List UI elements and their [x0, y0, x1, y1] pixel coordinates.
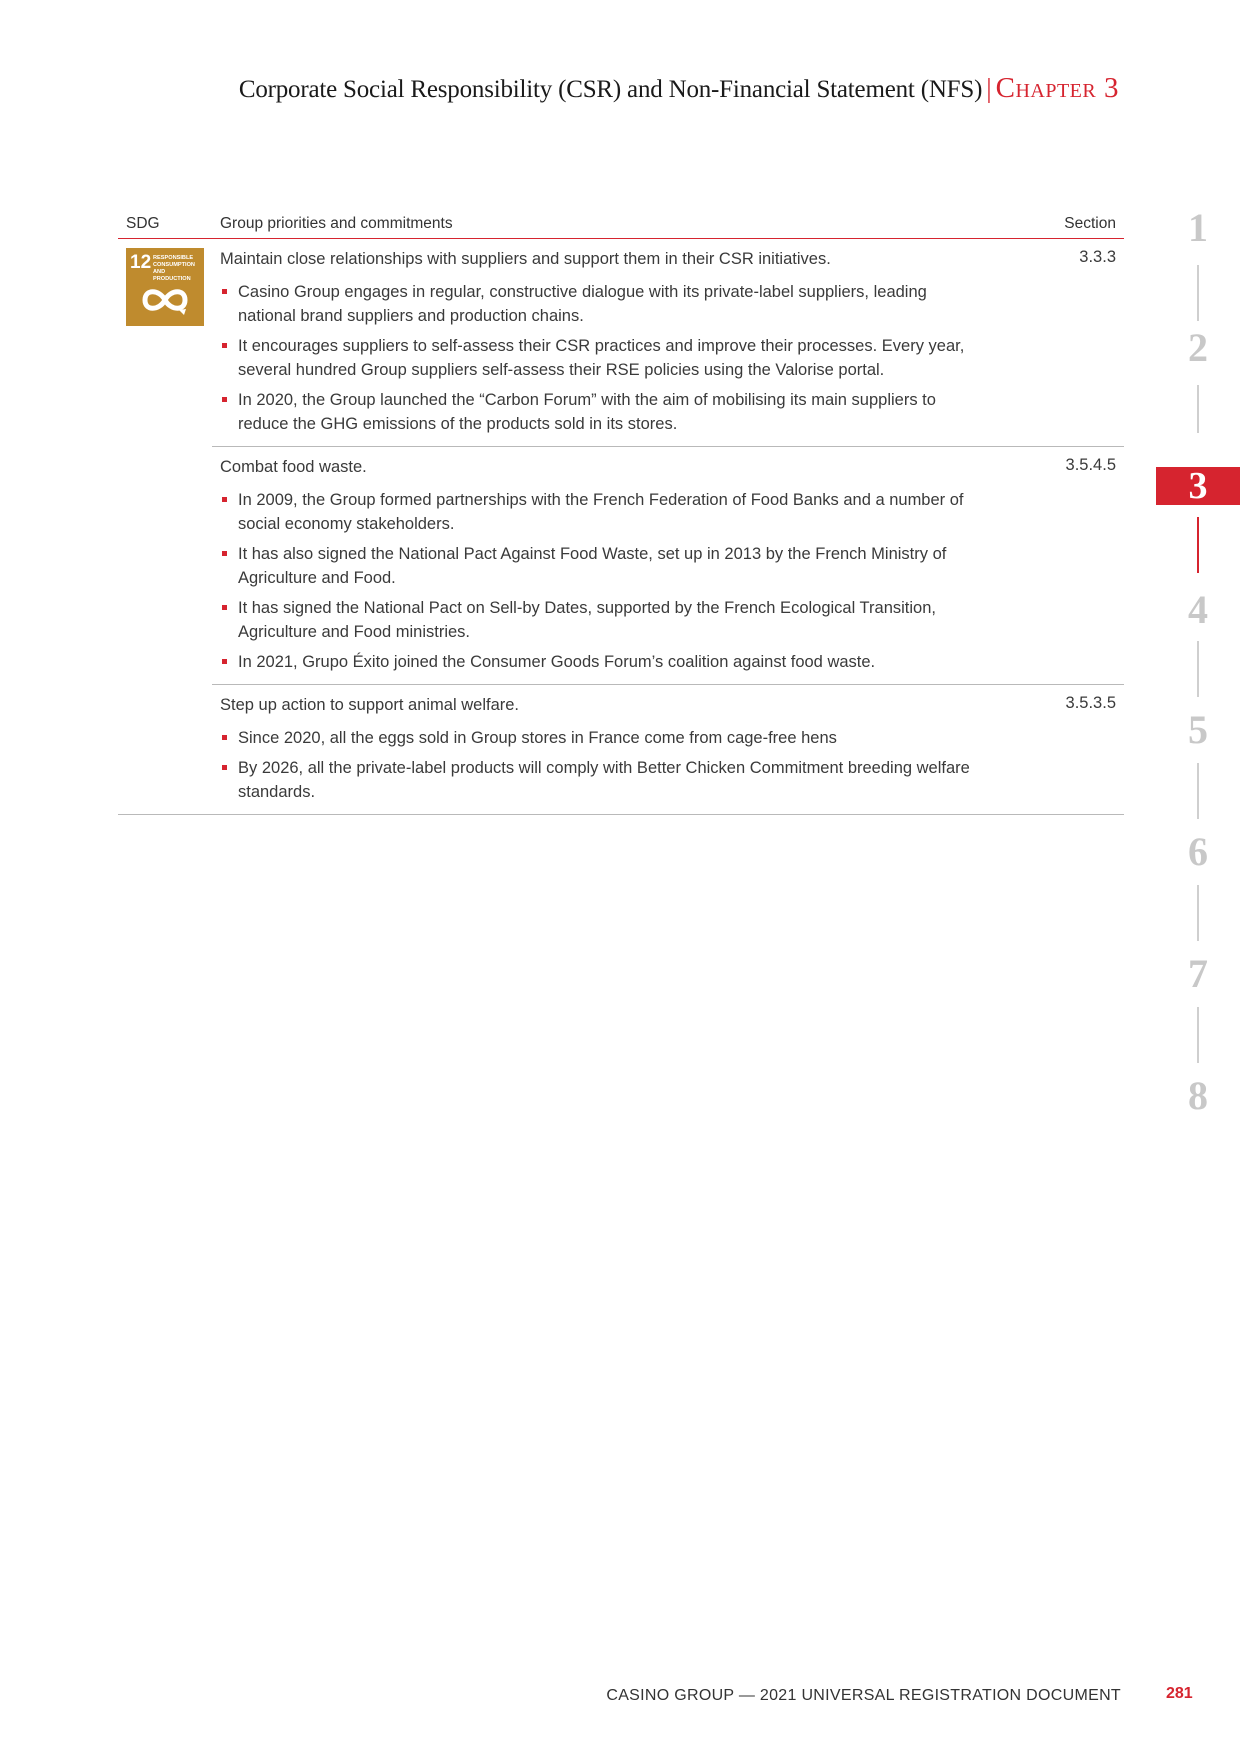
list-item: It encourages suppliers to self-assess their CSR practices and improve their processes. Every year, several hundred Group suppliers self-assess their RSE policies using the Valorise portal.	[212, 334, 978, 382]
page-number: 281	[1166, 1685, 1193, 1702]
page-title: Corporate Social Responsibility (CSR) and Non-Financial Statement (NFS)	[238, 76, 983, 103]
header-priorities: Group priorities and commitments	[220, 215, 453, 232]
chapter-nav-item-8[interactable]: 8	[1188, 1073, 1208, 1118]
header-separator: |	[986, 73, 992, 103]
list-item: In 2020, the Group launched the “Carbon Forum” with the aim of mobilising its main suppliers to reduce the GHG emissions of the products sold in its stores.	[212, 388, 978, 436]
nav-divider	[1197, 763, 1199, 819]
commitment-title: Maintain close relationships with suppliers and support them in their CSR initiatives.	[220, 250, 831, 268]
nav-divider-active	[1197, 517, 1199, 573]
bullet-list	[212, 488, 1124, 674]
nav-divider	[1197, 1007, 1199, 1063]
chapter-nav-item-6[interactable]: 6	[1188, 829, 1208, 874]
sdg-commitments-table	[118, 208, 1124, 815]
page-header	[150, 72, 1119, 105]
commitment-title: Step up action to support animal welfare.	[220, 696, 520, 714]
chapter-nav-item-1[interactable]: 1	[1188, 205, 1208, 250]
header-section: Section	[1064, 215, 1116, 232]
table-row	[212, 446, 1124, 684]
section-ref: 3.5.3.5	[1065, 694, 1116, 712]
bullet-list	[212, 726, 1124, 804]
nav-divider	[1197, 885, 1199, 941]
sdg-label-line: CONSUMPTION	[153, 262, 195, 268]
list-item: In 2021, Grupo Éxito joined the Consumer Goods Forum’s coalition against food waste.	[212, 650, 978, 674]
sdg-label	[153, 255, 201, 283]
section-ref: 3.3.3	[1079, 248, 1116, 266]
table-body	[118, 239, 1124, 815]
chapter-nav-item-5[interactable]: 5	[1188, 707, 1208, 752]
list-item: By 2026, all the private-label products will comply with Better Chicken Commitment breeding welfare standards.	[212, 756, 978, 804]
chapter-nav-item-3-active[interactable]: 3	[1156, 467, 1240, 505]
list-item: It has signed the National Pact on Sell-by Dates, supported by the French Ecological Transition, Agriculture and Food ministries.	[212, 596, 978, 644]
sdg-label-line: AND PRODUCTION	[153, 269, 191, 282]
table-header-row	[118, 208, 1124, 239]
chapter-nav-item-2[interactable]: 2	[1188, 325, 1208, 370]
table-row	[212, 684, 1124, 814]
header-sdg: SDG	[126, 215, 160, 232]
chapter-nav-item-7[interactable]: 7	[1188, 951, 1208, 996]
section-ref: 3.5.4.5	[1065, 456, 1116, 474]
list-item: In 2009, the Group formed partnerships with the French Federation of Food Banks and a number of social economy stakeholders.	[212, 488, 978, 536]
nav-divider	[1197, 265, 1199, 321]
sdg-label-line: RESPONSIBLE	[153, 255, 194, 261]
infinity-loop-icon	[139, 283, 191, 317]
nav-divider	[1197, 385, 1199, 433]
list-item: Casino Group engages in regular, constructive dialogue with its private-label suppliers, leading national brand suppliers and production chains.	[212, 280, 978, 328]
chapter-nav-item-4[interactable]: 4	[1188, 587, 1208, 632]
list-item: It has also signed the National Pact Against Food Waste, set up in 2013 by the French Ministry of Agriculture and Food.	[212, 542, 978, 590]
bullet-list	[212, 280, 1124, 436]
sdg-12-icon	[126, 248, 204, 326]
sdg-cell	[126, 248, 204, 326]
footer-text: CASINO GROUP — 2021 UNIVERSAL REGISTRATION DOCUMENT	[606, 1687, 1121, 1704]
sdg-number: 12	[130, 252, 152, 273]
table-row	[212, 239, 1124, 446]
list-item: Since 2020, all the eggs sold in Group stores in France come from cage-free hens	[212, 726, 978, 750]
commitment-title: Combat food waste.	[220, 458, 367, 476]
chapter-label: Chapter 3	[995, 72, 1119, 104]
nav-divider	[1197, 641, 1199, 697]
